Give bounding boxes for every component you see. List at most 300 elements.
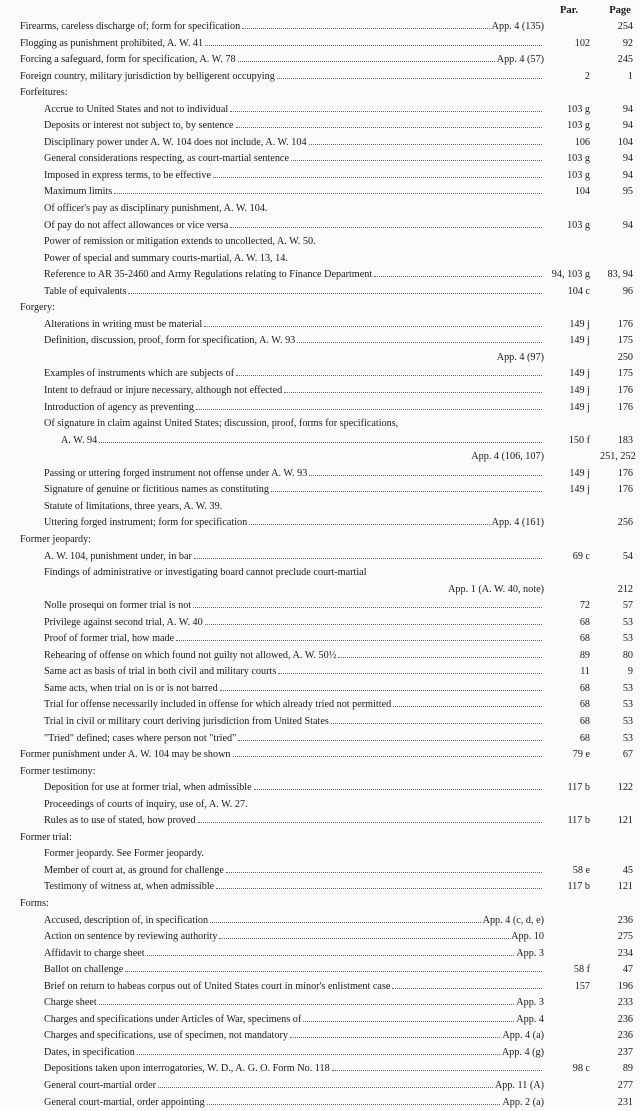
index-subentry	[0, 962, 640, 979]
dot-leader	[207, 1103, 501, 1105]
dot-leader	[210, 921, 481, 923]
page-number: 275	[617, 931, 633, 943]
entry-text-line	[44, 515, 544, 532]
index-subentry	[0, 1045, 640, 1062]
entry-label: Of pay do not affect allowances or vice versa	[44, 219, 229, 231]
paragraph-ref: 103 g	[567, 153, 590, 165]
dot-leader	[196, 408, 542, 410]
dot-leader	[194, 557, 542, 559]
page-number: 176	[617, 385, 633, 397]
index-subentry	[0, 151, 640, 168]
page-number: 83, 94	[607, 269, 633, 281]
index-subentry	[0, 1061, 640, 1078]
paragraph-ref: 103 g	[567, 103, 590, 115]
index-subentry	[0, 1078, 640, 1095]
entry-text-line	[44, 251, 544, 268]
entry-label: Findings of administrative or investigating board cannot preclude court-martial	[44, 567, 367, 579]
page-number: 53	[622, 732, 633, 744]
entry-label: Definition, discussion, proof, form for specification, A. W. 93	[44, 335, 296, 347]
entry-text-line	[44, 284, 544, 301]
paragraph-ref: 58 f	[573, 964, 590, 976]
paragraph-ref: 149 j	[569, 484, 590, 496]
entry-text-line	[20, 19, 544, 36]
appendix-ref: App. 4 (a)	[502, 1030, 544, 1042]
entry-text-line	[20, 36, 544, 53]
paragraph-ref: 69 c	[572, 550, 590, 562]
entry-label: Charges and specifications under Articles of War, specimens of	[44, 1013, 302, 1025]
index-subentry	[0, 118, 640, 135]
page-number: 175	[617, 335, 633, 347]
index-subentry	[0, 697, 640, 714]
dot-leader	[204, 325, 542, 327]
page-number: 175	[617, 368, 633, 380]
entry-text-line	[44, 615, 544, 632]
entry-label: Rehearing of offense on which found not guilty not allowed, A. W. 50½	[44, 649, 337, 661]
page-number: 233	[617, 997, 633, 1009]
dot-leader	[176, 639, 542, 641]
entry-label: Trial in civil or military court deriving jurisdiction from United States	[44, 715, 329, 727]
index-subentry	[0, 350, 640, 367]
page-number: 9	[627, 666, 633, 678]
entry-label: General court-martial order	[44, 1080, 157, 1091]
dot-leader	[309, 474, 542, 476]
dot-leader	[233, 755, 542, 757]
index-subentry	[0, 168, 640, 185]
dot-leader	[193, 606, 542, 608]
index-entry	[0, 532, 640, 549]
index-subentry	[0, 267, 640, 284]
dot-leader	[309, 143, 542, 145]
entry-label: Signature of genuine or fictitious names as constituting	[44, 484, 269, 496]
index-entry	[0, 52, 640, 69]
entry-text-line	[44, 218, 544, 235]
appendix-ref: App. 11 (A)	[494, 1080, 544, 1091]
entry-text-line	[44, 499, 544, 516]
page-column-header: Page	[609, 5, 631, 16]
entry-text-line	[44, 1012, 544, 1029]
entry-text-line	[44, 317, 544, 334]
entry-text-line	[44, 664, 544, 681]
dot-leader	[205, 623, 542, 625]
paragraph-ref: 68	[579, 633, 590, 645]
dot-leader	[277, 77, 542, 79]
entry-label: Former punishment under A. W. 104 may be shown	[20, 749, 231, 761]
index-subentry	[0, 333, 640, 350]
paragraph-ref: 149 j	[569, 467, 590, 479]
page-number: 183	[617, 434, 633, 446]
page-number: 176	[617, 318, 633, 330]
paragraph-ref: 103 g	[567, 120, 590, 132]
appendix-ref: App. 10	[511, 931, 544, 943]
entry-text-line	[44, 879, 544, 896]
entry-text-line	[44, 151, 544, 168]
entry-text-line	[44, 598, 544, 615]
index-subentry	[0, 218, 640, 235]
dot-leader	[291, 159, 542, 161]
dot-leader	[254, 788, 542, 790]
index-subentry	[0, 813, 640, 830]
index-subentry	[0, 201, 640, 218]
index-subentry	[0, 515, 640, 532]
index-entry	[0, 747, 640, 764]
dot-leader	[332, 1069, 542, 1071]
index-subentry	[0, 863, 640, 880]
paragraph-ref: 68	[579, 715, 590, 727]
index-subentry	[0, 400, 640, 417]
paragraph-ref: 98 c	[572, 1063, 590, 1075]
dot-leader	[99, 441, 542, 443]
entry-label: Charges and specifications, use of specimen, not mandatory	[44, 1030, 288, 1042]
dot-leader	[374, 275, 542, 277]
entry-text-line	[44, 731, 544, 748]
index-subentry	[0, 1012, 640, 1029]
dot-leader	[125, 970, 542, 972]
dot-leader	[213, 176, 542, 178]
paragraph-ref: 2	[584, 70, 590, 82]
index-subentry	[0, 648, 640, 665]
index-subentry	[0, 913, 640, 930]
entry-label: Accrue to United States and not to individual	[44, 103, 229, 115]
entry-text-line	[44, 1045, 544, 1062]
index-subentry	[0, 184, 640, 201]
page-number: 95	[622, 186, 633, 198]
index-subentry	[0, 482, 640, 499]
page-number: 237	[617, 1046, 633, 1058]
index-subentry	[0, 681, 640, 698]
dot-leader	[392, 987, 542, 989]
page-number: 53	[622, 715, 633, 727]
dot-leader	[303, 1020, 514, 1022]
entry-label: Flogging as punishment prohibited, A. W. 41	[20, 37, 204, 49]
entry-label: Of signature in claim against United States; discussion, proof, forms for specifications,	[44, 418, 399, 430]
entry-label: Forcing a safeguard, form for specification, A. W. 78	[20, 54, 236, 66]
dot-leader	[158, 1086, 493, 1088]
entry-label: Nolle prosequi on former trial is not	[44, 600, 192, 612]
index-entry	[0, 896, 640, 913]
entry-text-line	[44, 102, 544, 119]
entry-text-line	[20, 52, 544, 69]
index-entry	[0, 764, 640, 781]
entry-label: Reference to AR 35-2460 and Army Regulations relating to Finance Department	[44, 269, 373, 281]
index-entry	[0, 85, 640, 102]
entry-label: Privilege against second trial, A. W. 40	[44, 616, 203, 628]
paragraph-ref: 157	[574, 980, 590, 992]
entry-text-line	[44, 979, 544, 996]
index-subentry	[0, 1095, 640, 1111]
page-number: 234	[617, 947, 633, 959]
page-number: 53	[622, 633, 633, 645]
dot-leader	[147, 954, 515, 956]
paragraph-ref: 102	[574, 37, 590, 49]
paragraph-ref: 89	[579, 649, 590, 661]
entry-label: Introduction of agency as preventing	[44, 401, 194, 413]
entry-text-line	[44, 267, 544, 284]
paragraph-ref: 79 e	[572, 749, 590, 761]
entry-text-line	[20, 69, 544, 86]
page-number: 94	[622, 219, 633, 231]
entry-text-line	[44, 714, 544, 731]
index-subentry	[0, 731, 640, 748]
paragraph-ref: 103 g	[567, 169, 590, 181]
appendix-ref: App. 3	[516, 997, 544, 1009]
entry-label: Examples of instruments which are subjects of	[44, 368, 235, 380]
appendix-ref: App. 2 (a)	[502, 1096, 544, 1108]
appendix-ref: App. 4 (c, d, e)	[482, 914, 544, 926]
entry-label: Action on sentence by reviewing authority	[44, 931, 218, 943]
entry-label: Former jeopardy:	[20, 533, 92, 545]
entry-text-line	[44, 813, 544, 830]
appendix-ref: App. 4 (97)	[496, 351, 544, 363]
dot-leader	[284, 391, 542, 393]
index-subentry	[0, 135, 640, 152]
index-subentry	[0, 499, 640, 516]
index-entry	[0, 36, 640, 53]
entry-label: Forgery:	[20, 302, 55, 314]
entry-text-line	[44, 995, 544, 1012]
index-subentry	[0, 234, 640, 251]
dot-leader	[297, 341, 542, 343]
index-subentry	[0, 416, 640, 433]
entry-label: Forms:	[20, 897, 49, 909]
dot-leader	[236, 374, 542, 376]
page-number: 53	[622, 616, 633, 628]
page-number: 245	[617, 54, 633, 66]
paragraph-ref: 58 e	[572, 864, 590, 876]
page-number: 67	[622, 749, 633, 761]
index-entry	[0, 830, 640, 847]
entry-text-line	[44, 135, 544, 152]
paragraph-ref: 117 b	[567, 782, 590, 794]
entry-text-line	[44, 466, 544, 483]
dot-leader	[271, 490, 542, 492]
entry-text-line	[44, 383, 544, 400]
index-entry	[0, 69, 640, 86]
dot-leader	[236, 126, 542, 128]
index-subentry	[0, 284, 640, 301]
entry-label: A. W. 94	[61, 434, 98, 446]
entry-text-line	[20, 532, 544, 549]
entry-label: Foreign country, military jurisdiction by belligerent occupying	[20, 70, 275, 82]
dot-leader	[331, 722, 542, 724]
entry-text-line	[44, 648, 544, 665]
page-number: 96	[622, 285, 633, 297]
entry-label: Deposition for use at former trial, when admissible	[44, 782, 252, 794]
entry-text-line	[20, 764, 544, 781]
page-number: 251, 252	[600, 451, 636, 463]
page-number: 236	[617, 914, 633, 926]
page-number: 231	[617, 1096, 633, 1108]
appendix-ref: App. 1 (A. W. 40, note)	[448, 583, 544, 595]
entry-text-line	[44, 797, 544, 814]
index-subentry	[0, 251, 640, 268]
dot-leader	[220, 689, 542, 691]
paragraph-ref: 117 b	[567, 815, 590, 827]
page-number: 53	[622, 699, 633, 711]
page-number: 121	[617, 815, 633, 827]
entry-label: Passing or uttering forged instrument not offense under A. W. 93	[44, 467, 308, 479]
page-number: 236	[617, 1013, 633, 1025]
index-subentry	[0, 979, 640, 996]
page-number: 256	[617, 517, 633, 529]
entry-label: A. W. 104, punishment under, in bar	[44, 550, 192, 562]
entry-text-line	[44, 118, 544, 135]
entry-label: Uttering forged instrument; form for specification	[44, 517, 248, 529]
entry-label: Power of special and summary courts-martial, A. W. 13, 14.	[44, 252, 288, 264]
entry-label: Trial for offense necessarily included in offense for which already tried not permitted	[44, 699, 392, 711]
index-subentry	[0, 366, 640, 383]
entry-label: Firearms, careless discharge of; form for specification	[20, 21, 241, 32]
dot-leader	[393, 705, 542, 707]
index-subentry	[0, 565, 640, 582]
entry-label: Same act as basis of trial in both civil and military courts	[44, 666, 277, 678]
entry-text-line	[44, 366, 544, 383]
index-subentry	[0, 1028, 640, 1045]
entry-text-line	[44, 697, 544, 714]
entry-label: Disciplinary power under A. W. 104 does not include, A. W. 104	[44, 136, 307, 148]
entry-text-line	[44, 234, 544, 251]
index-subentry	[0, 549, 640, 566]
dot-leader	[99, 1003, 515, 1005]
entry-text-line	[20, 830, 544, 847]
dot-leader	[290, 1036, 500, 1038]
page-number: 47	[622, 964, 633, 976]
entry-label: Brief on return to habeas corpus out of United States court in minor's enlistment case	[44, 980, 391, 992]
entry-text-line	[44, 631, 544, 648]
paragraph-ref: 68	[579, 682, 590, 694]
entry-label: Charge sheet	[44, 997, 97, 1009]
appendix-ref: App. 4 (106, 107)	[471, 451, 544, 463]
entry-label: Former jeopardy. See Former jeopardy.	[44, 848, 204, 860]
paragraph-ref: 72	[579, 600, 590, 612]
paragraph-ref: 103 g	[567, 219, 590, 231]
dot-leader	[278, 672, 542, 674]
page-number: 57	[622, 600, 633, 612]
appendix-ref: App. 4 (135)	[491, 21, 544, 32]
entry-label: "Tried" defined; cases where person not "tried"	[44, 732, 237, 744]
dot-leader	[205, 44, 542, 46]
index-subentry	[0, 449, 640, 466]
entry-label: Power of remission or mitigation extends to uncollected, A. W. 50.	[44, 236, 316, 248]
page-number: 53	[622, 682, 633, 694]
index-subentry	[0, 929, 640, 946]
page-number: 236	[617, 1030, 633, 1042]
entry-text-line	[44, 416, 544, 433]
page-number: 250	[617, 351, 633, 363]
entry-label: Former trial:	[20, 831, 72, 843]
entry-text-line	[44, 184, 544, 201]
appendix-ref: App. 4	[516, 1013, 544, 1025]
entry-text-line	[44, 780, 544, 797]
entry-text-line	[44, 1095, 544, 1111]
entry-text-line	[44, 482, 544, 499]
page-number: 92	[622, 37, 633, 49]
paragraph-ref: 149 j	[569, 385, 590, 397]
entry-label: Member of court at, as ground for challenge	[44, 864, 224, 876]
paragraph-ref: 104	[574, 186, 590, 198]
page-number: 45	[622, 864, 633, 876]
paragraph-ref: 149 j	[569, 318, 590, 330]
page-number: 196	[617, 980, 633, 992]
entry-label: Deposits or interest not subject to, by sentence	[44, 120, 234, 132]
index-subentry	[0, 879, 640, 896]
entry-text-line	[44, 962, 544, 979]
entry-text-line	[44, 549, 544, 566]
entry-label: Of officer's pay as disciplinary punishment, A. W. 104.	[44, 203, 268, 215]
entry-text-line	[44, 201, 544, 218]
entry-text-line	[20, 85, 544, 102]
page-number: 94	[622, 169, 633, 181]
page-number: 277	[617, 1080, 633, 1091]
page-number: 121	[617, 881, 633, 893]
entry-label: Statute of limitations, three years, A. W. 39.	[44, 500, 223, 512]
entry-label: Forfeitures:	[20, 87, 68, 99]
entry-label: Testimony of witness at, when admissible	[44, 881, 215, 893]
page-number: 94	[622, 120, 633, 132]
dot-leader	[216, 887, 542, 889]
paragraph-ref: 68	[579, 616, 590, 628]
entry-text-line	[44, 1028, 544, 1045]
appendix-ref: App. 3	[516, 947, 544, 959]
entry-label: Imposed in express terms, to be effective	[44, 169, 212, 181]
entry-label: General considerations respecting, as court-martial sentence	[44, 153, 289, 165]
dot-leader	[114, 192, 542, 194]
entry-text-line	[44, 913, 544, 930]
dot-leader	[338, 656, 542, 658]
page-number: 176	[617, 467, 633, 479]
entry-label: Rules as to use of stated, how proved	[44, 815, 196, 827]
entry-label: Former testimony:	[20, 765, 96, 777]
entry-text-line	[44, 168, 544, 185]
dot-leader	[219, 937, 509, 939]
page-number: 1	[627, 70, 633, 82]
page-number: 89	[622, 1063, 633, 1075]
paragraph-ref: 11	[580, 666, 590, 678]
paragraph-ref: 149 j	[569, 335, 590, 347]
paragraph-ref: 106	[574, 136, 590, 148]
index-subentry	[0, 664, 640, 681]
entry-label: Affidavit to charge sheet	[44, 947, 145, 959]
page-number: 80	[622, 649, 633, 661]
entry-text-line	[44, 565, 544, 582]
entry-text-line	[20, 896, 544, 913]
page-number: 176	[617, 401, 633, 413]
entry-label: Same acts, when trial on is or is not barred	[44, 682, 218, 694]
entry-text-line	[20, 747, 544, 764]
entry-text-line	[44, 929, 544, 946]
entry-text-line	[44, 333, 544, 350]
dot-leader	[230, 110, 542, 112]
paragraph-ref: 104 c	[567, 285, 590, 297]
page-number: 254	[617, 21, 633, 32]
entry-label: Table of equivalents	[44, 285, 127, 297]
paragraph-ref: 149 j	[569, 401, 590, 413]
index-entry	[0, 19, 640, 36]
entry-text-line	[44, 1078, 544, 1095]
index-subentry	[0, 631, 640, 648]
index-subentry	[0, 714, 640, 731]
paragraph-ref: 68	[579, 699, 590, 711]
appendix-ref: App. 4 (g)	[501, 1046, 544, 1058]
paragraph-ref: 150 f	[568, 434, 590, 446]
index-entries	[0, 19, 640, 1111]
dot-leader	[226, 871, 542, 873]
entry-text-line	[44, 1061, 544, 1078]
index-subentry	[0, 615, 640, 632]
dot-leader	[242, 27, 489, 29]
dot-leader	[230, 226, 542, 228]
page-number: 54	[622, 550, 633, 562]
entry-label: Proceedings of courts of inquiry, use of, A. W. 27.	[44, 798, 248, 810]
